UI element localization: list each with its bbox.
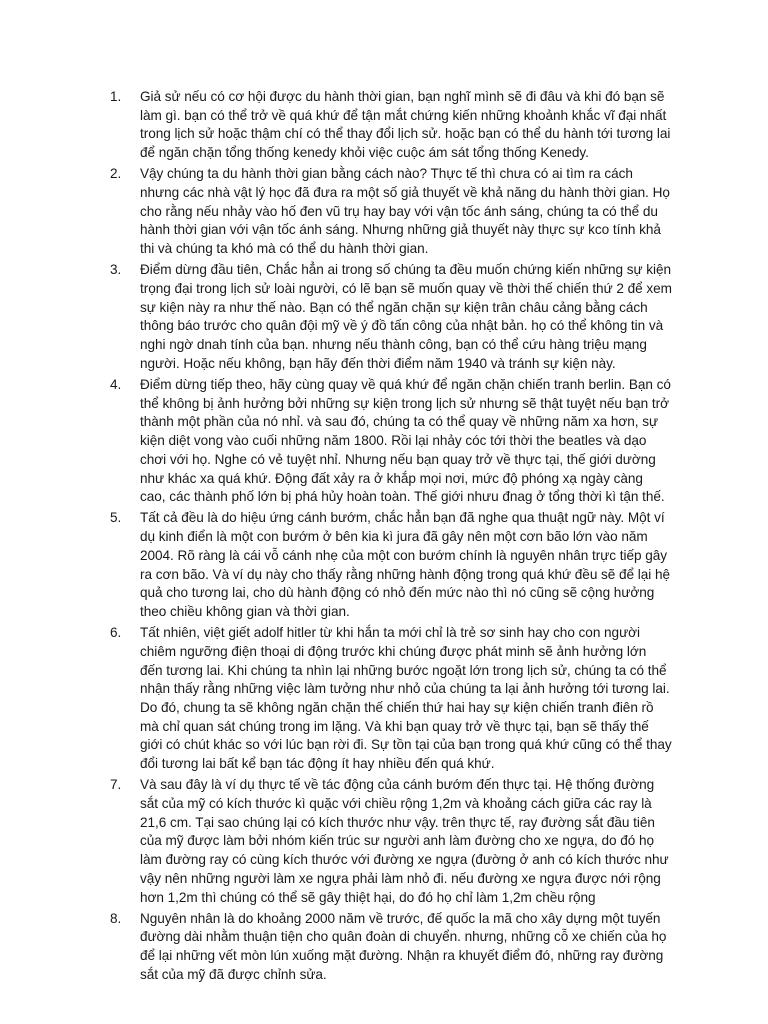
list-item-text: Điểm dừng đầu tiên, Chắc hẳn ai trong số chúng ta đều muốn chứng kiến những sự kiện trọng đại trong lịch sử loài người, có lẽ bạn sẽ muốn quay về thời thế chiến thứ 2 để xem sự kiện này ra như thế nào. Bạn có thể ngăn chặn sự kiện trân châu cảng bằng cách thông báo trước cho quân đội mỹ về ý đồ tấn công của nhật bản. họ có thể không tin và nghi ngờ dnah tính của bạn. nhưng nếu thành công, bạn có thể cứu hàng triệu mạng người. Hoặc nếu không, bạn hãy đến thời điểm năm 1940 và tránh sự kiện này.: [140, 262, 672, 371]
list-item: [110, 88, 672, 163]
list-item: [110, 376, 672, 507]
list-item-number: 1.: [110, 89, 122, 104]
list-item: [110, 624, 672, 774]
list-item-number: 2.: [110, 166, 122, 182]
numbered-list: [110, 88, 672, 985]
list-item-text: Tất cả đều là do hiệu ứng cánh bướm, chắc hẳn bạn đã nghe qua thuật ngữ này. Một ví dụ kinh điển là một con bướm ở bên kia kì jura đã gây nên một cơn bão lớn vào năm 2004. Rõ ràng là cái vỗ cánh nhẹ của một con bướm chính là nguyên nhân trực tiếp gây ra cơn bão. Và ví dụ này cho thấy rằng những hành động trong quá khứ đều sẽ để lại hệ quả cho tương lai, cho dù hành động có nhỏ đến mức nào thì nó cũng sẽ cộng hưởng theo chiều không gian và thời gian.: [140, 510, 670, 619]
list-item-number: 4.: [110, 377, 122, 393]
list-item: [110, 776, 672, 907]
list-item-text: Điểm dừng tiếp theo, hãy cùng quay về quá khứ để ngăn chặn chiến tranh berlin. Bạn có thể không bị ảnh hưởng bởi những sự kiện trong lịch sử nhưng sẽ thật tuyệt nếu bạn trở thành một phần của nó nhỉ. và sau đó, chúng ta có thể quay về những năm xa hơn, sự kiện diệt vong vào cuối những năm 1800. Rồi lại nhảy cóc tới thời the beatles và dạo chơi với họ. Nghe có vẻ tuyệt nhỉ. Nhưng nếu bạn quay trở về thực tại, thế giới dường như khác xa quá khứ. Động đất xảy ra ở khắp mọi nơi, mức độ phóng xạ ngày càng cao, các thành phố lớn bị phá hủy hoàn toàn. Thế giới nhưu đnag ở tổng thời kì tận thế.: [140, 377, 671, 505]
list-item: [110, 165, 672, 259]
list-item: [110, 261, 672, 373]
list-item-number: 8.: [110, 910, 122, 926]
list-item-number: 3.: [110, 262, 122, 278]
list-item-number: 7.: [110, 777, 122, 793]
list-item-text: Tất nhiên, việt giết adolf hitler từ khi hắn ta mới chỉ là trẻ sơ sinh hay cho con người chiêm ngưỡng điện thoại di động trước khi chúng được phát minh sẽ ảnh hưởng lớn đến tương lai. Khi chúng ta nhìn lại những bước ngoặt lớn trong lịch sử, chúng ta có thể nhận thấy rằng những việc làm tưởng như nhỏ của chúng ta lại ảnh hưởng tới tương lai. Do đó, chung ta sẽ không ngăn chặn thế chiến thứ hai hay sự kiện chiến tranh điên rồ mà chỉ quan sát chúng trong im lặng. Và khi bạn quay trở về thực tại, bạn sẽ thấy thế giới có chút khác so với lúc bạn rời đi. Sự tồn tại của bạn trong quá khứ cũng có thể thay đổi tương lai bất kể bạn tác động ít hay nhiều đến quá khứ.: [140, 625, 672, 772]
list-item-text: Vậy chúng ta du hành thời gian bằng cách nào? Thực tế thì chưa có ai tìm ra cách nhưng các nhà vật lý học đã đưa ra một số giả thuyết về khả năng du hành thời gian. Họ cho rằng nếu nhảy vào hố đen vũ trụ hay bay với vận tốc ánh sáng, chúng ta có thể du hành thời gian với vận tốc ánh sáng. Nhưng những giả thuyết này thực sự kco tính khả thi và chúng ta khó mà có thể du hành thời gian.: [140, 166, 670, 257]
list-item-text: Và sau đây là ví dụ thực tế về tác động của cánh bướm đến thực tại. Hệ thống đường sắt của mỹ có kích thước kì quặc với chiều rộng 1,2m và khoảng cách giữa các ray là 21,6 cm. Tại sao chúng lại có kích thước như vậy. trên thực tế, ray đường sắt đầu tiên của mỹ được làm bởi nhóm kiến trúc sư người anh làm đường cho xe ngựa, do đó họ làm đường ray có cùng kích thước với đường xe ngựa (đường ở anh có kích thước như vậy nên những người làm xe ngựa phải làm nhỏ đi. nếu đường xe ngựa được nới rộng hơn 1,2m thì chúng có thể sẽ gây thiệt hại, do đó họ chỉ làm 1,2m chều rộng: [140, 777, 669, 905]
list-item-number: 6.: [110, 625, 122, 641]
list-item-text: Nguyên nhân là do khoảng 2000 năm về trước, đế quốc la mã cho xây dựng một tuyến đường dài nhằm thuận tiện cho quân đoàn di chuyển. nhưng, những cỗ xe chiến của họ để lại những vết mòn lún xuống mặt đường. Nhận ra khuyết điểm đó, những ray đường sắt của mỹ đã được chỉnh sửa.: [140, 910, 667, 982]
list-item-number: 5.: [110, 510, 122, 526]
list-item-text: Giả sử nếu có cơ hội được du hành thời gian, bạn nghĩ mình sẽ đi đâu và khi đó bạn sẽ làm gì. bạn có thể trở về quá khứ để tận mắt chứng kiến những khoảnh khắc vĩ đại nhất trong lịch sử hoặc thậm chí có thể thay đổi lịch sử. hoặc bạn có thể du hành tới tương lai để ngăn chặn tổng thống kenedy khỏi việc cuộc ám sát tổng thống Kenedy.: [140, 89, 671, 161]
list-item: [110, 509, 672, 621]
list-item: [110, 910, 672, 985]
